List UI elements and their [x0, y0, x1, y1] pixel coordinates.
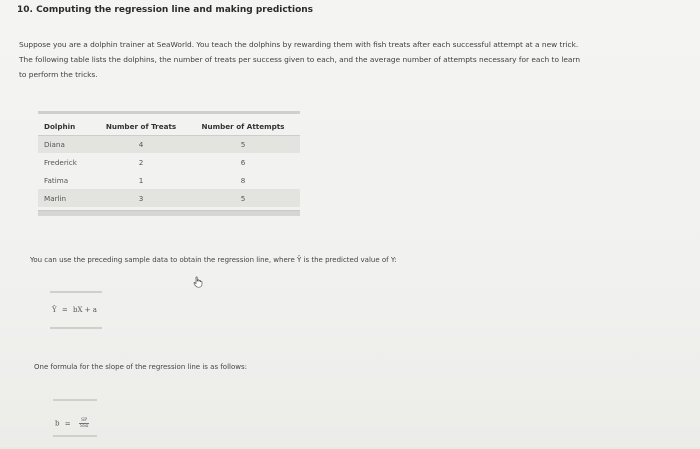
- slope-sentence: One formula for the slope of the regression line is as follows:: [34, 363, 247, 371]
- cell-dolphin: Diana: [38, 135, 96, 153]
- intro-line-2: The following table lists the dolphins, the number of treats per success given to each, and the average number of attempts necessary for each to learn: [19, 55, 581, 64]
- formula-lhs: b: [55, 419, 60, 428]
- formula-equals: =: [64, 419, 71, 428]
- regression-sentence: [30, 256, 397, 264]
- table-header-row: [38, 119, 300, 135]
- formula-bottom-rule: [53, 435, 97, 437]
- equation-rhs: bX + a: [72, 306, 97, 314]
- header-attempts: Number of Attempts: [186, 119, 300, 135]
- cell-treats: 4: [96, 135, 186, 153]
- table-row: [38, 171, 300, 189]
- intro-line-1: Suppose you are a dolphin trainer at SeaWorld. You teach the dolphins by rewarding them with fish treats after each successful attempt at a new trick.: [19, 40, 579, 49]
- table-top-rule: [38, 111, 300, 114]
- header-treats: Number of Treats: [96, 119, 186, 135]
- equation-equals: =: [61, 306, 68, 314]
- equation-bottom-rule: [50, 327, 102, 329]
- table-row: [38, 135, 300, 153]
- cell-dolphin: Fatima: [44, 175, 69, 185]
- cell-treats: 3: [96, 189, 186, 207]
- table-bottom-rule: [38, 210, 300, 216]
- table-row: [38, 153, 300, 171]
- formula-text: [55, 418, 89, 429]
- regression-sentence-after: is the predicted value of Y:: [303, 256, 397, 264]
- fraction-numerator: SP: [79, 418, 90, 424]
- intro-line-3: to perform the tricks.: [19, 70, 98, 79]
- cell-attempts: 5: [186, 135, 300, 153]
- question-intro: [19, 37, 679, 82]
- formula-fraction: [79, 418, 90, 429]
- regression-equation: [48, 291, 103, 331]
- regression-sentence-before: You can use the preceding sample data to obtain the regression line, where: [30, 256, 295, 264]
- yhat-symbol: Ŷ: [297, 256, 302, 264]
- equation-lhs: Ŷ: [52, 306, 57, 314]
- slope-formula: [50, 399, 100, 439]
- fraction-denominator: SSx: [79, 424, 89, 429]
- cell-treats: 1: [138, 175, 144, 185]
- cell-attempts: 5: [186, 189, 300, 207]
- table-row: [38, 189, 300, 207]
- cell-treats: 2: [138, 157, 144, 167]
- cell-attempts: 8: [240, 175, 246, 185]
- cell-attempts: 6: [240, 157, 246, 167]
- formula-top-rule: [53, 399, 97, 401]
- cell-dolphin: Frederick: [44, 157, 77, 167]
- question-title: 10. Computing the regression line and making predictions: [17, 5, 314, 15]
- cell-dolphin: Marlin: [38, 189, 96, 207]
- hand-pointer-icon: [193, 273, 204, 285]
- equation-top-rule: [50, 291, 102, 293]
- equation-text: [52, 306, 97, 314]
- dolphin-table: [38, 111, 300, 216]
- header-dolphin: Dolphin: [38, 119, 96, 135]
